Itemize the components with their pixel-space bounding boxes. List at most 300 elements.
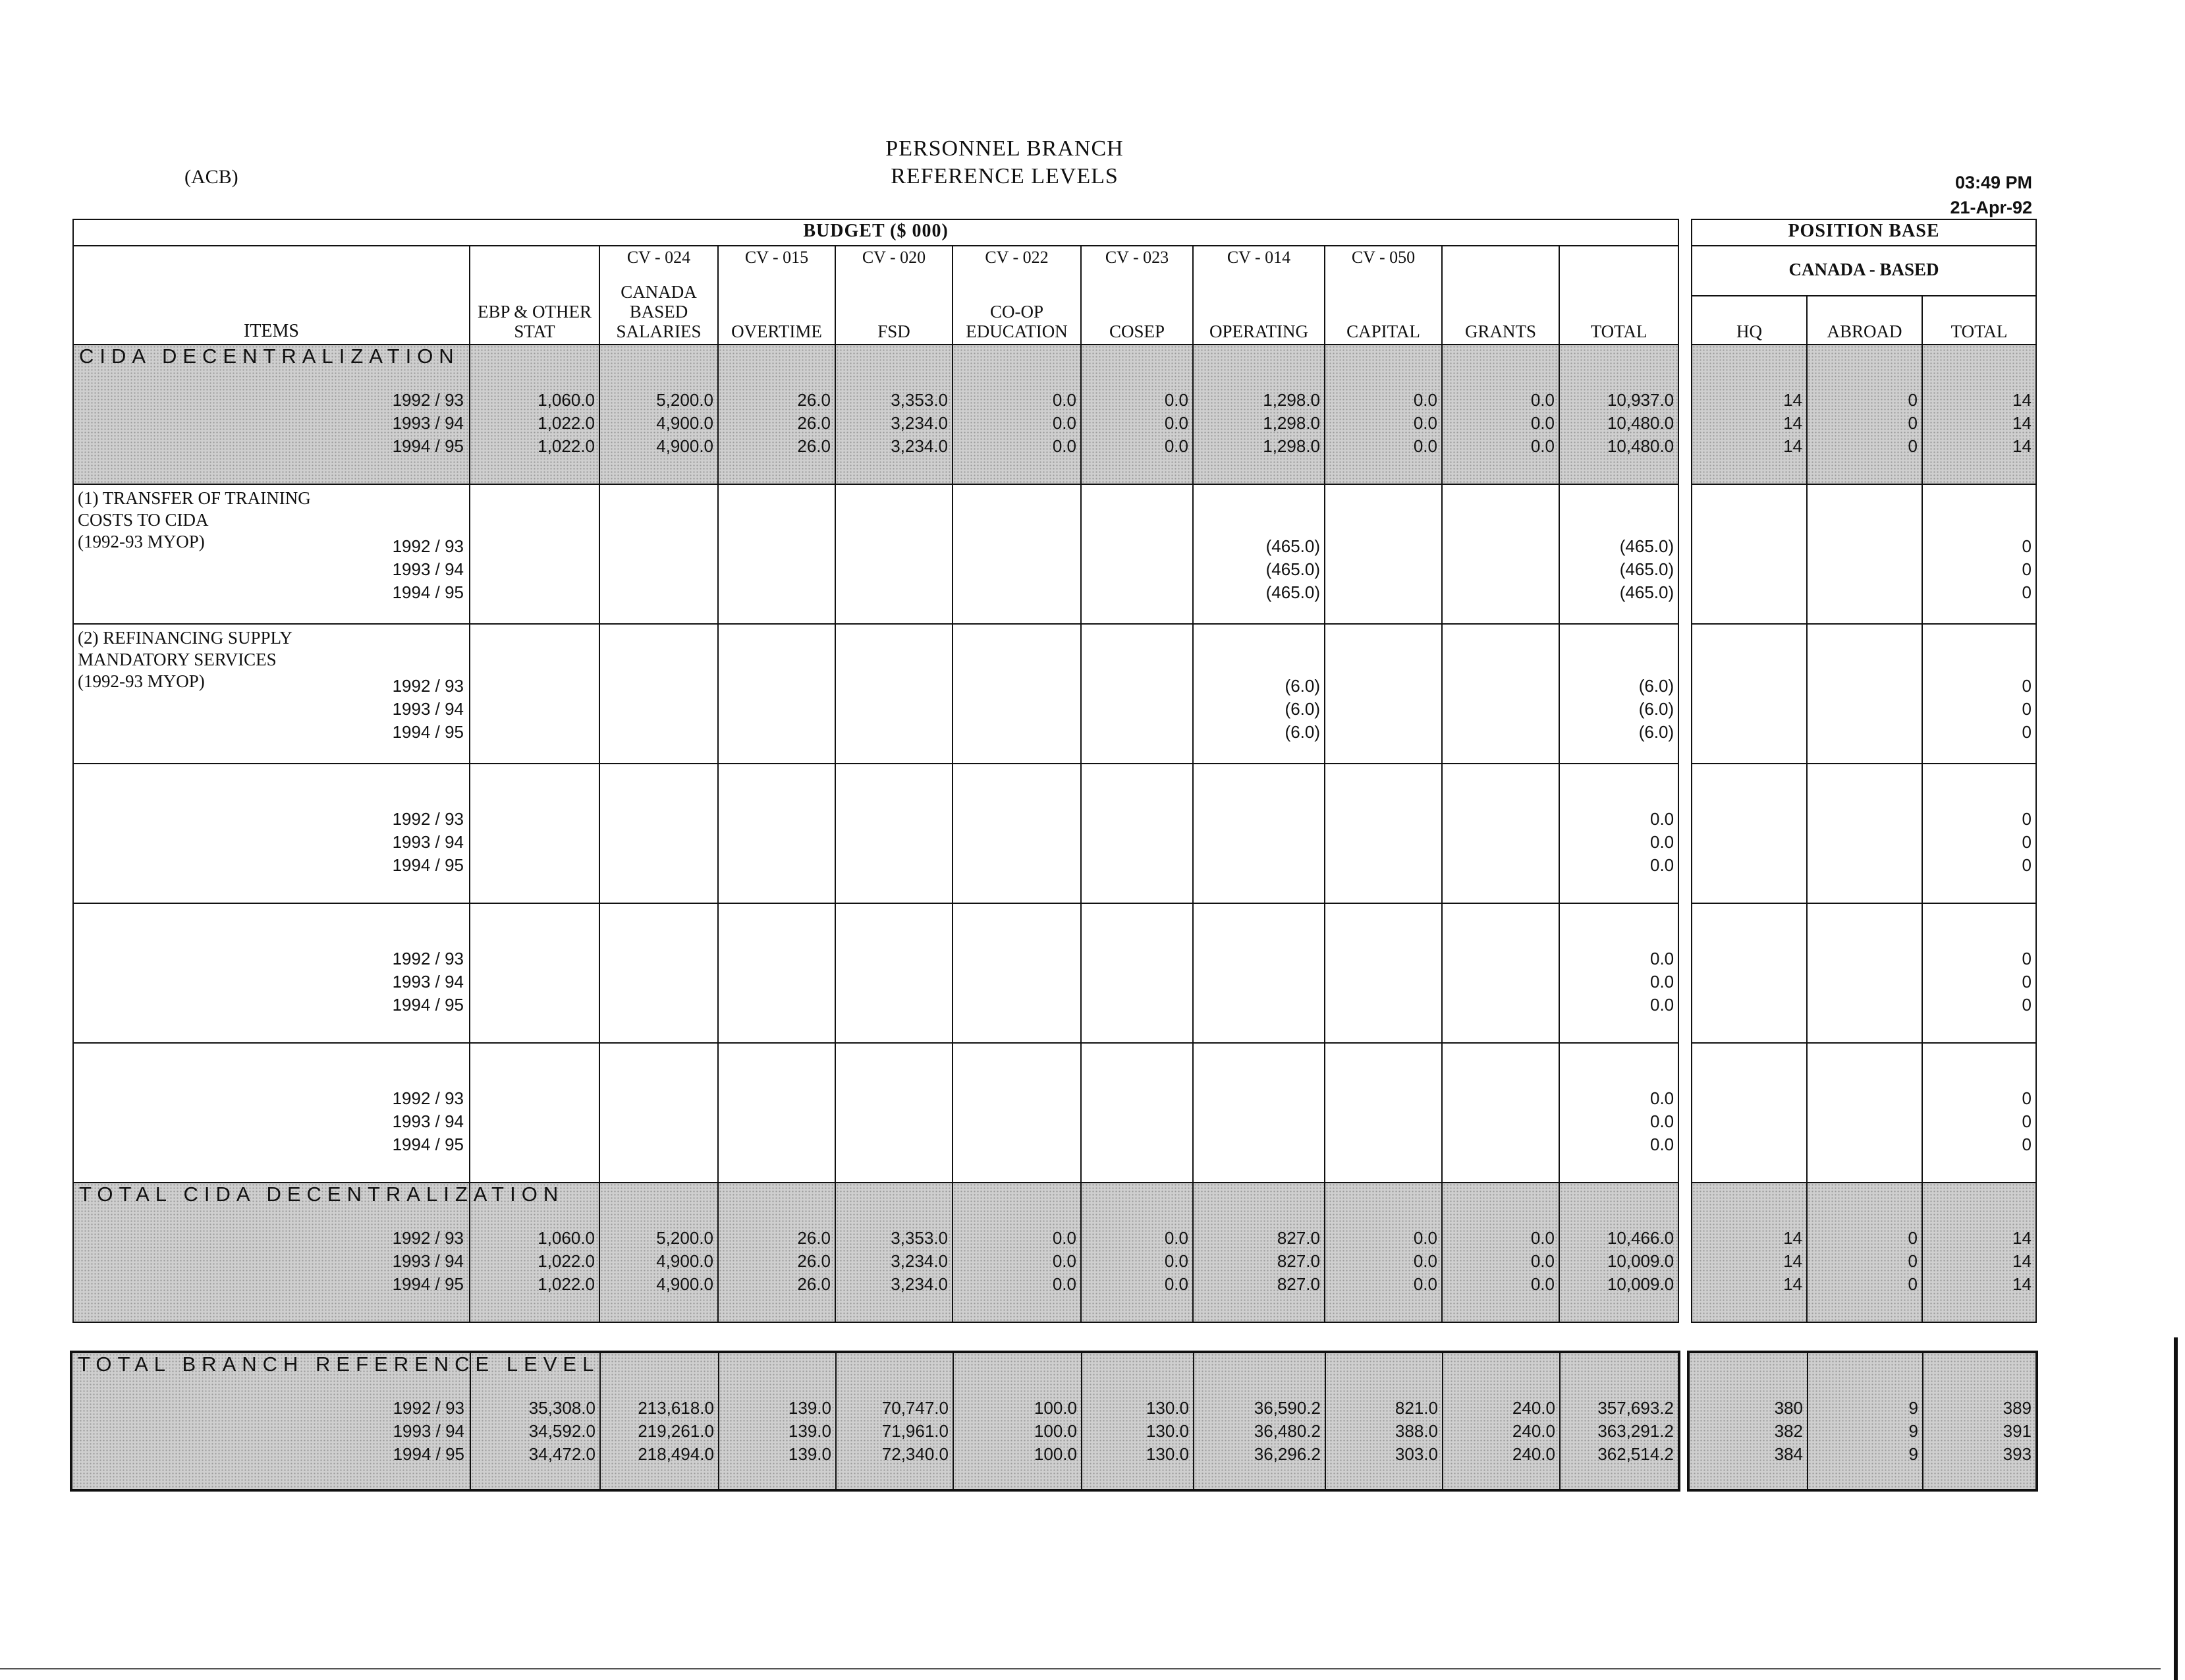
budget-value (836, 698, 948, 721)
fiscal-year: 1992 / 93 (393, 1398, 464, 1418)
budget-value: 0.0 (1650, 832, 1674, 852)
position-column-header: HQ (1692, 296, 1807, 345)
budget-value (1443, 1110, 1555, 1133)
position-value (1808, 581, 1918, 604)
budget-cell (1193, 345, 1325, 484)
budget-value (719, 1110, 831, 1133)
budget-value (953, 947, 1076, 970)
budget-value (836, 970, 948, 994)
budget-cell (1559, 1183, 1678, 1322)
budget-value (1325, 831, 1437, 854)
budget-value (836, 721, 948, 744)
fiscal-years (393, 947, 464, 1017)
budget-cell (599, 484, 718, 624)
budget-value (470, 854, 595, 877)
budget-value: 0.0 (1413, 436, 1437, 456)
budget-value (953, 1087, 1076, 1110)
budget-value: 0.0 (1650, 809, 1674, 829)
budget-value (470, 808, 595, 831)
position-value: 14 (1783, 413, 1802, 433)
title-line-2: REFERENCE LEVELS (891, 164, 1119, 188)
position-table (1691, 219, 2037, 1323)
position-value: 0 (1908, 390, 1918, 410)
budget-value (953, 581, 1076, 604)
budget-cell (718, 903, 835, 1043)
position-cell (1692, 484, 1807, 624)
budget-value: 70,747.0 (881, 1398, 949, 1418)
budget-value: 0.0 (1052, 1228, 1076, 1248)
column-label: OVERTIME (731, 322, 822, 341)
budget-value (1194, 1110, 1320, 1133)
budget-value: 3,234.0 (891, 413, 948, 433)
budget-value: 139.0 (788, 1444, 831, 1464)
budget-value (1082, 808, 1188, 831)
budget-value (719, 854, 831, 877)
budget-value: 3,234.0 (891, 1251, 948, 1271)
position-value (1692, 698, 1802, 721)
budget-value (1443, 994, 1555, 1017)
position-value (1808, 947, 1918, 970)
position-cell (1692, 764, 1807, 903)
column-label: CAPITAL (1346, 322, 1420, 341)
fiscal-years (393, 1087, 464, 1156)
budget-cell (1443, 1352, 1560, 1490)
budget-value (719, 721, 831, 744)
budget-value: 130.0 (1146, 1444, 1189, 1464)
budget-cell (470, 345, 599, 484)
budget-value: 0.0 (1164, 390, 1188, 410)
budget-cell (835, 624, 953, 764)
budget-cell (1325, 1183, 1442, 1322)
position-value (1808, 854, 1918, 877)
fiscal-years (393, 389, 464, 458)
fiscal-year: 1992 / 93 (392, 1088, 464, 1108)
budget-value: 1,060.0 (538, 1228, 595, 1248)
budget-value (836, 581, 948, 604)
position-cell (1922, 903, 2036, 1043)
position-column-header: TOTAL (1922, 296, 2036, 345)
budget-value (836, 1133, 948, 1156)
position-row (1692, 484, 2036, 624)
position-value (1808, 535, 1918, 558)
budget-value: 130.0 (1146, 1398, 1189, 1418)
budget-cell (470, 1043, 599, 1183)
budget-value (1082, 581, 1188, 604)
budget-cell (1442, 764, 1559, 903)
budget-value (836, 558, 948, 581)
section-row (73, 903, 1678, 1043)
budget-value (1443, 831, 1555, 854)
budget-value (836, 1087, 948, 1110)
budget-value: 0.0 (1413, 390, 1437, 410)
budget-value: 827.0 (1277, 1228, 1320, 1248)
budget-cell (1193, 1183, 1325, 1322)
budget-cell (1559, 484, 1678, 624)
position-value (1692, 854, 1802, 877)
budget-cell (1325, 484, 1442, 624)
budget-value: (465.0) (1265, 582, 1320, 602)
budget-value: 1,022.0 (538, 413, 595, 433)
budget-value: 100.0 (1034, 1421, 1077, 1441)
budget-value (719, 970, 831, 994)
position-value: 14 (2012, 1228, 2032, 1248)
budget-value: 357,693.2 (1597, 1398, 1674, 1418)
budget-value (953, 970, 1076, 994)
section-description: (1) TRANSFER OF TRAINING COSTS TO CIDA (1992-93 MYOP) (78, 488, 311, 551)
budget-value (600, 831, 713, 854)
budget-value (953, 1110, 1076, 1133)
position-value: 384 (1774, 1444, 1803, 1464)
position-value: 0 (2022, 699, 2032, 719)
fiscal-year: 1994 / 95 (392, 855, 464, 875)
column-label: EBP & OTHER STAT (477, 302, 592, 341)
budget-value: 0.0 (1650, 995, 1674, 1015)
fiscal-year: 1993 / 94 (392, 1251, 464, 1271)
fiscal-year: 1993 / 94 (392, 1111, 464, 1131)
budget-value: 388.0 (1395, 1421, 1438, 1441)
budget-value: 10,937.0 (1607, 390, 1674, 410)
budget-cell (1325, 345, 1442, 484)
budget-value (953, 698, 1076, 721)
fiscal-year: 1994 / 95 (392, 722, 464, 742)
total-position-row (1692, 1183, 2036, 1322)
fiscal-year: 1993 / 94 (392, 413, 464, 433)
budget-cell (718, 1043, 835, 1183)
position-cell (1922, 345, 2036, 484)
position-value (1692, 1087, 1802, 1110)
budget-value (1443, 558, 1555, 581)
budget-value: 0.0 (1650, 972, 1674, 992)
budget-value (1194, 854, 1320, 877)
budget-value (1443, 947, 1555, 970)
position-value: 9 (1908, 1444, 1918, 1464)
budget-value: 0.0 (1530, 1228, 1555, 1248)
position-row (1692, 764, 2036, 903)
budget-cell (719, 1352, 836, 1490)
position-column-header: ABROAD (1807, 296, 1922, 345)
position-value: 0 (1908, 1274, 1918, 1294)
budget-value (1082, 970, 1188, 994)
budget-value: 827.0 (1277, 1274, 1320, 1294)
position-value: 389 (2003, 1398, 2032, 1418)
budget-value (719, 994, 831, 1017)
budget-value: 240.0 (1512, 1444, 1555, 1464)
budget-cell (1193, 903, 1325, 1043)
fiscal-years (393, 675, 464, 744)
budget-value (1443, 581, 1555, 604)
column-label: COSEP (1109, 322, 1165, 341)
page-edge-line (2174, 1337, 2178, 1680)
budget-cell (599, 1183, 718, 1322)
budget-cell (1193, 624, 1325, 764)
fiscal-year: 1992 / 93 (392, 390, 464, 410)
budget-value (719, 698, 831, 721)
budget-cell (953, 1352, 1082, 1490)
budget-cell (953, 764, 1081, 903)
budget-value: 10,466.0 (1607, 1228, 1674, 1248)
budget-value: 1,298.0 (1263, 390, 1320, 410)
budget-value: 363,291.2 (1597, 1421, 1674, 1441)
budget-value (953, 831, 1076, 854)
budget-value (600, 558, 713, 581)
budget-cell (1442, 624, 1559, 764)
report-title (0, 135, 2009, 190)
budget-value (1325, 721, 1437, 744)
budget-value: 821.0 (1395, 1398, 1438, 1418)
budget-value: 0.0 (1052, 413, 1076, 433)
budget-cell (1560, 1352, 1679, 1490)
budget-value: (465.0) (1265, 559, 1320, 579)
position-cell (1692, 345, 1807, 484)
budget-cell (1193, 1043, 1325, 1183)
position-value: 0 (2022, 1088, 2032, 1108)
budget-cell (953, 1183, 1081, 1322)
section-title: CIDA DECENTRALIZATION (79, 345, 460, 368)
budget-value: 34,472.0 (528, 1444, 595, 1464)
budget-value (719, 1087, 831, 1110)
column-code: CV - 015 (744, 248, 809, 267)
position-value (1808, 808, 1918, 831)
budget-value: 0.0 (1650, 855, 1674, 875)
budget-value: 10,009.0 (1607, 1274, 1674, 1294)
total-branch-budget-table (70, 1351, 1680, 1492)
budget-value (719, 535, 831, 558)
budget-value: 0.0 (1530, 1251, 1555, 1271)
column-header (835, 246, 953, 345)
column-header (953, 246, 1081, 345)
column-header (718, 246, 835, 345)
column-label: FSD (877, 322, 910, 341)
position-value: 380 (1774, 1398, 1803, 1418)
column-header (1442, 246, 1559, 345)
budget-cell (1081, 764, 1193, 903)
position-value (1808, 1110, 1918, 1133)
budget-heading: BUDGET ($ 000) (73, 219, 1678, 246)
budget-cell (718, 764, 835, 903)
budget-value (719, 831, 831, 854)
fiscal-year: 1992 / 93 (392, 1228, 464, 1248)
budget-value (1443, 721, 1555, 744)
budget-value: 218,494.0 (638, 1444, 714, 1464)
section-title: TOTAL BRANCH REFERENCE LEVEL (78, 1353, 600, 1376)
budget-value: 36,480.2 (1254, 1421, 1321, 1441)
budget-cell (1082, 1352, 1194, 1490)
position-value: 0 (2022, 559, 2032, 579)
budget-value: 4,900.0 (656, 1274, 713, 1294)
budget-value: 0.0 (1164, 1228, 1188, 1248)
budget-value: 0.0 (1530, 436, 1555, 456)
budget-cell (1193, 764, 1325, 903)
budget-value (1325, 1087, 1437, 1110)
budget-value (1443, 1087, 1555, 1110)
budget-value: 240.0 (1512, 1398, 1555, 1418)
budget-value: (465.0) (1619, 559, 1674, 579)
position-heading: POSITION BASE (1692, 219, 2036, 246)
budget-value: 0.0 (1530, 413, 1555, 433)
budget-cell (1325, 624, 1442, 764)
budget-value: (6.0) (1638, 699, 1674, 719)
budget-value (953, 535, 1076, 558)
position-cell (1807, 764, 1922, 903)
budget-value (600, 698, 713, 721)
section-row (73, 484, 1678, 624)
column-label: CO-OP EDUCATION (966, 302, 1068, 341)
budget-value (1082, 698, 1188, 721)
column-code: CV - 024 (626, 248, 691, 267)
budget-value (470, 1110, 595, 1133)
budget-cell (835, 1043, 953, 1183)
budget-cell (1081, 1183, 1193, 1322)
budget-value (1082, 1133, 1188, 1156)
budget-value (1082, 535, 1188, 558)
position-value (1808, 1087, 1918, 1110)
budget-value (470, 947, 595, 970)
budget-value (600, 1133, 713, 1156)
budget-value: 10,480.0 (1607, 413, 1674, 433)
budget-value (1325, 535, 1437, 558)
budget-value: 34,592.0 (528, 1421, 595, 1441)
budget-cell (1081, 345, 1193, 484)
budget-cell (599, 345, 718, 484)
fiscal-year: 1992 / 93 (392, 676, 464, 696)
position-value: 9 (1908, 1421, 1918, 1441)
budget-value: 4,900.0 (656, 1251, 713, 1271)
budget-cell (599, 764, 718, 903)
budget-value (836, 854, 948, 877)
budget-value (836, 675, 948, 698)
budget-value (1082, 947, 1188, 970)
budget-cell (835, 903, 953, 1043)
position-value (1808, 721, 1918, 744)
budget-value (600, 854, 713, 877)
position-value: 14 (2012, 1251, 2032, 1271)
budget-value: 213,618.0 (638, 1398, 714, 1418)
budget-value (470, 698, 595, 721)
items-heading: ITEMS (73, 246, 470, 345)
budget-value (953, 675, 1076, 698)
budget-value (470, 1133, 595, 1156)
budget-value: 26.0 (797, 413, 831, 433)
position-value: 0 (2022, 809, 2032, 829)
report-time: 03:49 PM (1954, 173, 2032, 192)
position-cell (1922, 1183, 2036, 1322)
item-cell (73, 903, 470, 1043)
budget-value (836, 831, 948, 854)
budget-value: 26.0 (797, 1251, 831, 1271)
budget-value: 1,022.0 (538, 1274, 595, 1294)
position-cell (1807, 345, 1922, 484)
budget-value: 0.0 (1650, 1111, 1674, 1131)
budget-value: 5,200.0 (656, 390, 713, 410)
budget-value (600, 721, 713, 744)
section-row (73, 1043, 1678, 1183)
position-cell (1922, 1043, 2036, 1183)
budget-value (1325, 970, 1437, 994)
position-value (1692, 994, 1802, 1017)
budget-value: (465.0) (1619, 536, 1674, 556)
column-header (470, 246, 599, 345)
budget-value (836, 947, 948, 970)
budget-value: 4,900.0 (656, 413, 713, 433)
budget-value (470, 558, 595, 581)
budget-value (1443, 970, 1555, 994)
position-value (1692, 1110, 1802, 1133)
budget-value (1443, 675, 1555, 698)
position-value (1808, 675, 1918, 698)
fiscal-year: 1994 / 95 (392, 1134, 464, 1154)
position-value: 14 (2012, 436, 2032, 456)
title-line-1: PERSONNEL BRANCH (885, 136, 1124, 161)
fiscal-year: 1993 / 94 (392, 559, 464, 579)
budget-value (600, 947, 713, 970)
section-description: (2) REFINANCING SUPPLY MANDATORY SERVICES (1992-93 MYOP) (78, 628, 292, 691)
fiscal-year: 1992 / 93 (392, 949, 464, 968)
position-cell (1922, 624, 2036, 764)
budget-value: 0.0 (1650, 1134, 1674, 1154)
position-value (1692, 808, 1802, 831)
position-cell (1692, 1183, 1807, 1322)
budget-cell (1559, 624, 1678, 764)
budget-value: 72,340.0 (881, 1444, 949, 1464)
position-cell (1807, 903, 1922, 1043)
fiscal-year: 1994 / 95 (392, 995, 464, 1015)
budget-value (1325, 558, 1437, 581)
budget-value (836, 808, 948, 831)
budget-value (1194, 970, 1320, 994)
budget-cell (953, 484, 1081, 624)
budget-cell (1442, 903, 1559, 1043)
budget-value: 5,200.0 (656, 1228, 713, 1248)
position-value: 0 (2022, 722, 2032, 742)
section-row (73, 345, 1678, 484)
budget-value (600, 535, 713, 558)
budget-cell (1442, 484, 1559, 624)
column-code: CV - 023 (1105, 248, 1169, 267)
budget-value (600, 581, 713, 604)
budget-cell (718, 345, 835, 484)
budget-value: 1,298.0 (1263, 436, 1320, 456)
budget-value: 0.0 (1413, 1228, 1437, 1248)
budget-value (1325, 698, 1437, 721)
fiscal-year: 1992 / 93 (392, 809, 464, 829)
position-value: 14 (1783, 1274, 1802, 1294)
position-value (1692, 1133, 1802, 1156)
position-row (1692, 903, 2036, 1043)
section-row (73, 764, 1678, 903)
position-row (1692, 624, 2036, 764)
budget-cell (953, 345, 1081, 484)
budget-cell (599, 903, 718, 1043)
budget-value (470, 675, 595, 698)
position-value (1808, 831, 1918, 854)
budget-value (1325, 1133, 1437, 1156)
column-code: CV - 022 (985, 248, 1049, 267)
item-cell (73, 484, 470, 624)
position-value (1692, 947, 1802, 970)
position-value: 0 (1908, 1228, 1918, 1248)
budget-value: 0.0 (1650, 949, 1674, 968)
budget-cell (1559, 1043, 1678, 1183)
position-value: 0 (2022, 536, 2032, 556)
fiscal-year: 1993 / 94 (392, 699, 464, 719)
position-value: 0 (1908, 413, 1918, 433)
budget-value: (6.0) (1285, 676, 1320, 696)
budget-value: 10,480.0 (1607, 436, 1674, 456)
budget-value: 36,590.2 (1254, 1398, 1321, 1418)
budget-value (1325, 808, 1437, 831)
budget-cell (1325, 1352, 1443, 1490)
budget-cell (835, 1183, 953, 1322)
